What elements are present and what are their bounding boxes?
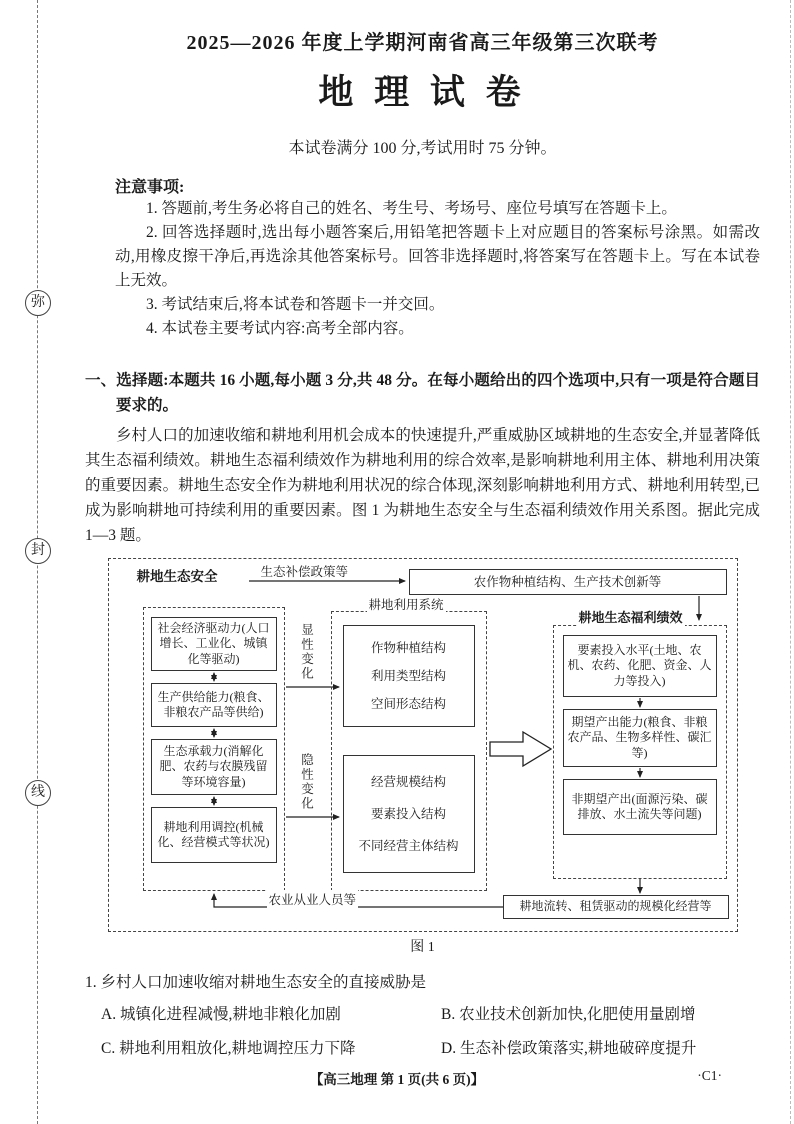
page-content: [85, 0, 760, 1058]
diagram-box-crop-tech: 农作物种植结构、生产技术创新等: [409, 569, 727, 595]
diagram-left-box-regulation: 耕地利用调控(机械化、经营模式等状况): [151, 807, 277, 863]
diagram-left-box-socioeconomic: 社会经济驱动力(人口增长、工业化、城镇化等驱动): [151, 617, 277, 671]
footer-code: ·C1·: [697, 1068, 722, 1083]
note-item-4: 4. 本试卷主要考试内容:高考全部内容。: [146, 320, 414, 338]
diagram-box-land-transfer: 耕地流转、租赁驱动的规模化经营等: [503, 895, 729, 919]
exam-session-title: 2025—2026 年度上学期河南省高三年级第三次联考: [186, 32, 659, 54]
question-1-stem: 1. 乡村人口加速收缩对耕地生态安全的直接威胁是: [85, 974, 427, 992]
footer-page-info: 【高三地理 第 1 页(共 6 页)】: [309, 1072, 485, 1087]
diagram-right-box-input: 要素投入水平(土地、农机、农药、化肥、资金、人力等投入): [563, 635, 717, 697]
page-footer: [0, 1068, 794, 1088]
note-item-3: 3. 考试结束后,将本试卷和答题卡一并交回。: [146, 296, 445, 314]
question-1-option-a: A. 城镇化进程减慢,耕地非粮化加剧: [101, 1006, 341, 1024]
diagram-left-box-supply: 生产供给能力(粮食、非粮农产品等供给): [151, 683, 277, 727]
exam-info-line: 本试卷满分 100 分,考试用时 75 分钟。: [288, 140, 557, 157]
diagram-middle-box2-line2: 要素投入结构: [370, 807, 446, 822]
diagram-middle-box1-line2: 利用类型结构: [370, 669, 446, 684]
diagram-label-explicit-change: 显性变化: [299, 623, 314, 682]
diagram-middle-box-operation: [343, 755, 475, 873]
figure-1-diagram: [108, 558, 738, 932]
diagram-label-security: 耕地生态安全: [135, 565, 220, 585]
diagram-label-policy: 生态补偿政策等: [259, 562, 351, 580]
question-1-option-c: C. 耕地利用粗放化,耕地调控压力下降: [101, 1040, 356, 1058]
figure-1: [85, 558, 760, 956]
diagram-middle-box-structure: [343, 625, 475, 727]
page-title: 地 理 试 卷: [318, 73, 527, 112]
diagram-right-box-expected-output: 期望产出能力(粮食、非粮农产品、生物多样性、碳汇等): [563, 709, 717, 767]
note-item-2: 2. 回答选择题时,选出每小题答案后,用铅笔把答题卡上对应题目的答案标号涂黑。如需改动,用橡皮擦干净后,再选涂其他答案标号。回答非选择题时,将答案写在答题卡上。写在本试卷上无效。: [115, 224, 760, 290]
intro-paragraph: 乡村人口的加速收缩和耕地利用机会成本的快速提升,严重威胁区域耕地的生态安全,并显著降低其生态福利绩效。耕地生态福利绩效作为耕地利用的综合效率,是影响耕地利用主体、耕地利用决策的重要因素。耕地生态安全作为耕地利用状况的综合体现,深刻影响耕地利用方式、耕地利用转型,已成为影响耕地可持续利用的重要因素。图 1 为耕地生态安全与生态福利绩效作用关系图。据此完成 1—3 题。: [85, 426, 760, 545]
diagram-label-implicit-change: 隐性变化: [299, 753, 314, 812]
figure-1-caption: 图 1: [410, 940, 435, 956]
seal-char-feng: 封: [25, 538, 51, 564]
notes-block: [115, 174, 760, 341]
diagram-left-box-carrying-capacity: 生态承载力(消解化肥、农药与农膜残留等环境容量): [151, 739, 277, 795]
section-1-heading: 一、选择题:本题共 16 小题,每小题 3 分,共 48 分。在每小题给出的四个选项中,只有一项是符合题目要求的。: [85, 372, 760, 414]
seal-char-mi: 弥: [25, 290, 51, 316]
question-1-option-b: B. 农业技术创新加快,化肥使用量剧增: [441, 1006, 696, 1024]
diagram-label-land-use-system: 耕地利用系统: [367, 595, 446, 613]
page-edge-line: [790, 0, 791, 1124]
diagram-label-welfare: 耕地生态福利绩效: [577, 607, 685, 626]
question-1-options: [85, 1002, 760, 1058]
diagram-middle-box2-line1: 经营规模结构: [370, 775, 446, 790]
notes-title: 注意事项:: [115, 179, 185, 196]
note-item-1: 1. 答题前,考生务必将自己的姓名、考生号、考场号、座位号填写在答题卡上。: [146, 200, 677, 217]
diagram-middle-box1-line1: 作物种植结构: [370, 641, 446, 656]
diagram-middle-box1-line3: 空间形态结构: [370, 697, 446, 712]
question-1-option-d: D. 生态补偿政策落实,耕地破碎度提升: [441, 1040, 697, 1058]
seal-char-xian: 线: [25, 780, 51, 806]
diagram-middle-box2-line3: 不同经营主体结构: [358, 839, 459, 854]
diagram-right-box-undesired-output: 非期望产出(面源污染、碳排放、水土流失等问题): [563, 779, 717, 835]
diagram-label-farmers: 农业从业人员等: [267, 890, 359, 908]
